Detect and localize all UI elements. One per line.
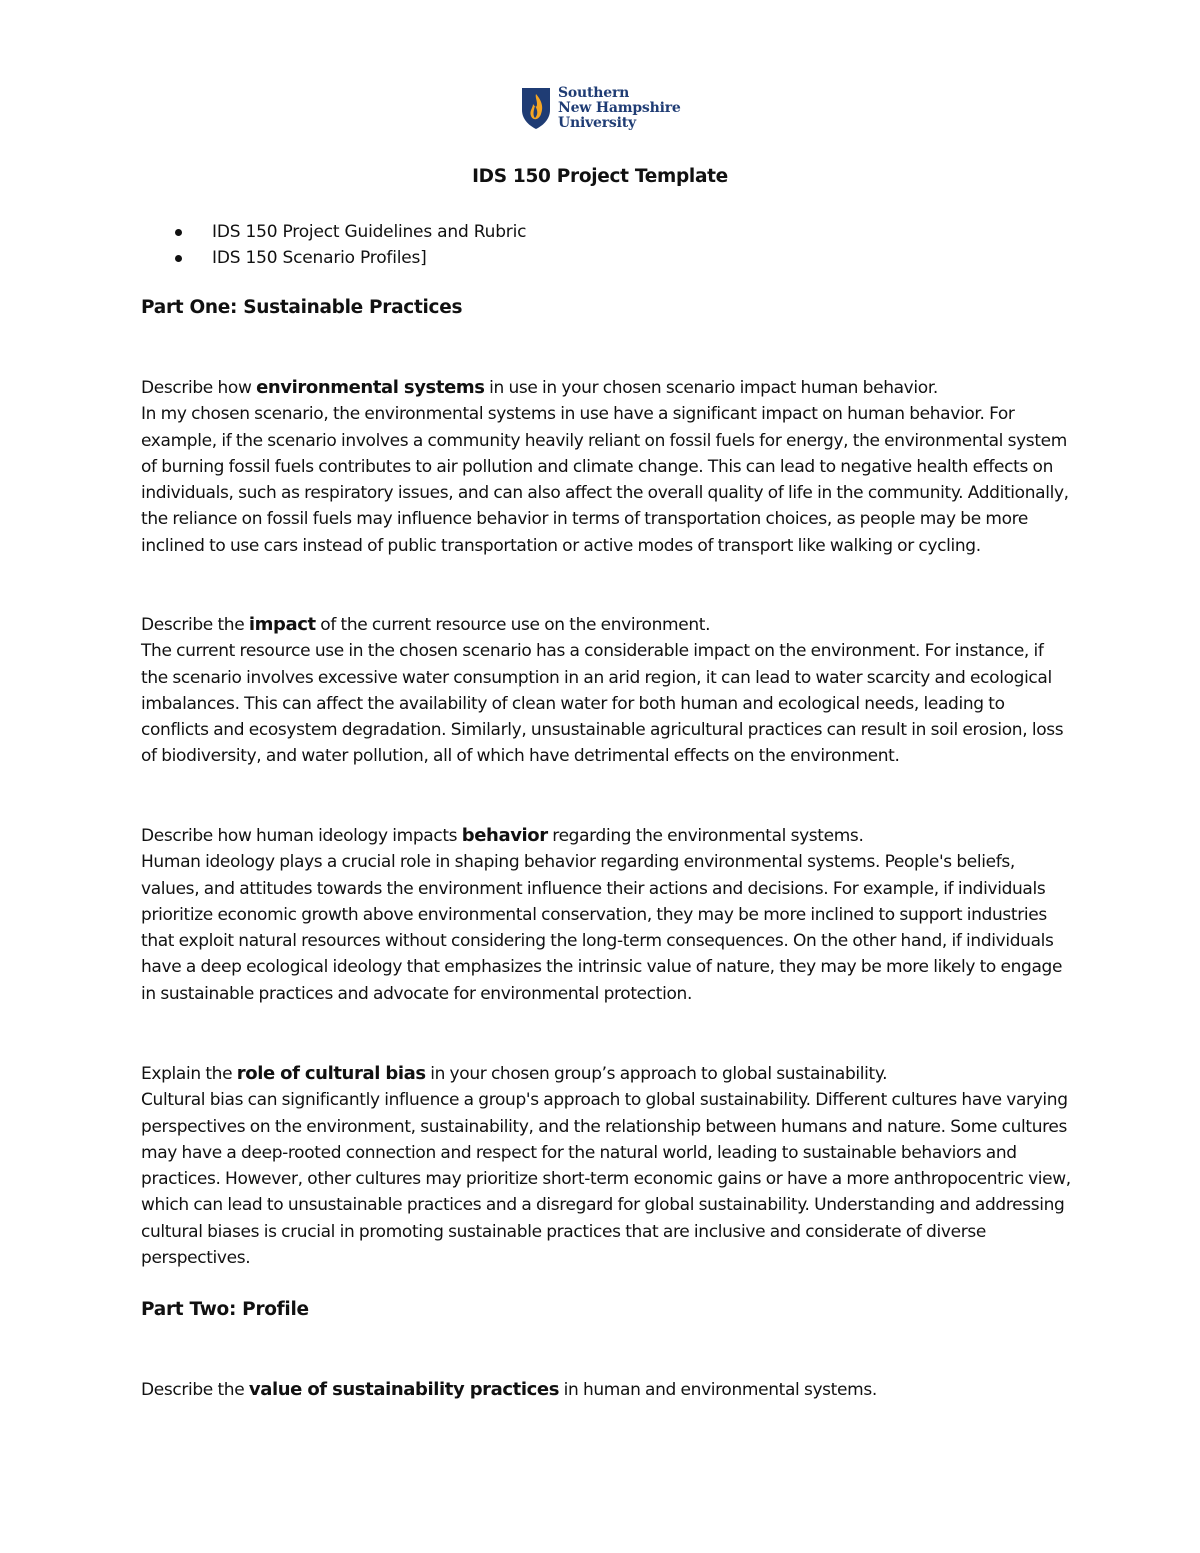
reference-links [172,219,526,271]
section-cultural-bias [141,1061,1071,1271]
section-prompt: Explain the role of cultural bias in your chosen group’s approach to global sustainability. [141,1063,888,1084]
section-prompt: Describe how human ideology impacts behavior regarding the environmental systems. [141,825,864,846]
part-one-heading: Part One: Sustainable Practices [141,297,463,318]
section-prompt: Describe the impact of the current resource use on the environment. [141,614,711,635]
section-environmental-systems [141,375,1071,559]
section-answer: The current resource use in the chosen scenario has a considerable impact on the environment. For instance, if the scenario involves excessive water consumption in an arid region, it can lead to water scarcity and ecological imbalances. This can affect the availability of clean water for both human and ecological needs, leading to conflicts and ecosystem degradation. Similarly, unsustainable agricultural practices can result in soil erosion, loss of biodiversity, and water pollution, all of which have detrimental effects on the environment. [141,641,1064,767]
university-logo [520,84,681,132]
logo-line: University [558,114,636,131]
shield-flame-icon [520,86,552,130]
section-prompt: Describe the value of sustainability practices in human and environmental systems. [141,1379,877,1400]
logo-line: Southern [558,84,630,101]
logo-line: New Hampshire [558,99,681,116]
section-impact [141,612,1071,770]
link-scenario-profiles[interactable]: IDS 150 Scenario Profiles] [172,245,526,271]
part-two-heading: Part Two: Profile [141,1299,309,1320]
document-title: IDS 150 Project Template [472,166,728,187]
section-sustainability-value [141,1377,1071,1403]
section-prompt: Describe how environmental systems in use in your chosen scenario impact human behavior. [141,377,938,398]
logo-wordmark [558,86,681,131]
section-answer: In my chosen scenario, the environmental systems in use have a significant impact on human behavior. For example, if the scenario involves a community heavily reliant on fossil fuels for energy, the environmental system of burning fossil fuels contributes to air pollution and climate change. This can lead to negative health effects on individuals, such as respiratory issues, and can also affect the overall quality of life in the community. Additionally, the reliance on fossil fuels may influence behavior in terms of transportation choices, as people may be more inclined to use cars instead of public transportation or active modes of transport like walking or cycling. [141,404,1069,556]
link-guidelines-rubric[interactable]: IDS 150 Project Guidelines and Rubric [172,219,526,245]
section-answer: Cultural bias can significantly influence a group's approach to global sustainability. Different cultures have varying perspectives on the environment, sustainability, and the relationship between humans and nature. Some cultures may have a deep-rooted connection and respect for the natural world, leading to sustainable behaviors and practices. However, other cultures may prioritize short-term economic gains or have a more anthropocentric view, which can lead to unsustainable practices and a disregard for global sustainability. Understanding and addressing cultural biases is crucial in promoting sustainable practices that are inclusive and considerate of diverse perspectives. [141,1090,1071,1269]
section-answer: Human ideology plays a crucial role in shaping behavior regarding environmental systems. People's beliefs, values, and attitudes towards the environment influence their actions and decisions. For example, if individuals prioritize economic growth above environmental conservation, they may be more inclined to support industries that exploit natural resources without considering the long-term consequences. On the other hand, if individuals have a deep ecological ideology that emphasizes the intrinsic value of nature, they may be more likely to engage in sustainable practices and advocate for environmental protection. [141,852,1063,1004]
section-behavior [141,823,1071,1007]
